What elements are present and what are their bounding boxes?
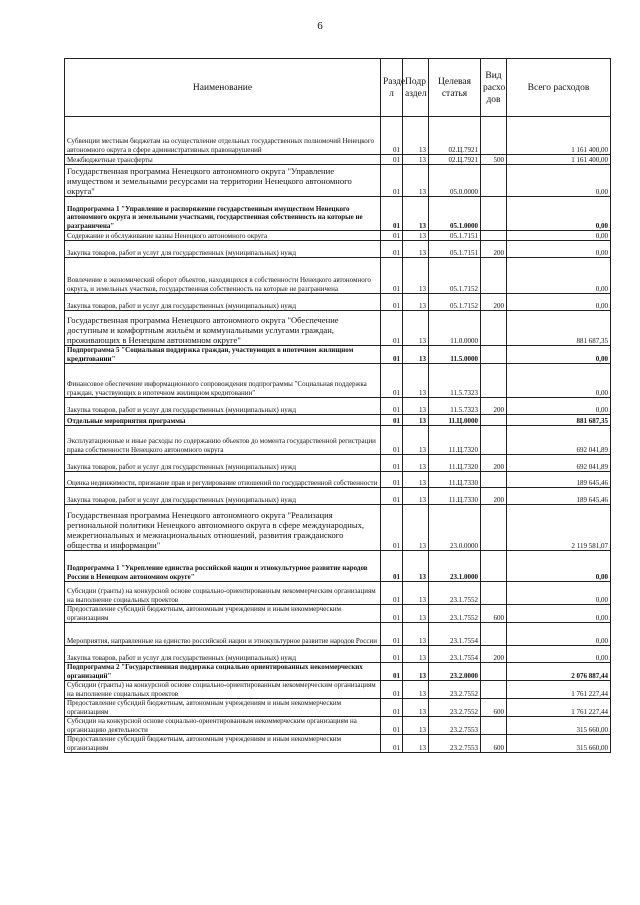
row-name: Закупка товаров, работ и услуг для государственных (муниципальных) нужд — [65, 488, 381, 505]
row-article: 11.0.0000 — [429, 311, 481, 346]
table-row — [65, 398, 611, 415]
row-total: 881 687,35 — [507, 311, 611, 346]
row-article: 11.5.7323 — [429, 398, 481, 415]
row-section: 01 — [381, 415, 403, 426]
row-name: Субсидии (гранты) на конкурсной основе социально-ориентированным некоммерческим организациям на выполнение социальных проектов — [65, 681, 381, 699]
row-name: Эксплуатационные и иные расходы по содержанию объектов до момента государственной регистрации права собственности Ненецкого автономного округа — [65, 426, 381, 455]
row-subsection: 13 — [403, 605, 429, 623]
row-type — [481, 582, 507, 605]
row-subsection: 13 — [403, 623, 429, 646]
row-subsection: 13 — [403, 398, 429, 415]
row-article: 05.1.7151 — [429, 231, 481, 241]
row-section: 01 — [381, 699, 403, 717]
row-total: 0,00 — [507, 165, 611, 197]
row-article: 05.1.0000 — [429, 197, 481, 231]
row-subsection: 13 — [403, 294, 429, 311]
row-type: 200 — [481, 294, 507, 311]
row-subsection: 13 — [403, 231, 429, 241]
row-section: 01 — [381, 472, 403, 488]
row-subsection: 13 — [403, 415, 429, 426]
table-row — [65, 155, 611, 165]
row-type — [481, 165, 507, 197]
row-section: 01 — [381, 663, 403, 681]
row-section: 01 — [381, 455, 403, 472]
table-row — [65, 623, 611, 646]
table-row — [65, 346, 611, 364]
row-type — [481, 364, 507, 398]
row-article: 02.Ц.7921 — [429, 117, 481, 155]
table-row — [65, 258, 611, 294]
row-article: 11.Ц.7320 — [429, 426, 481, 455]
row-name: Закупка товаров, работ и услуг для государственных (муниципальных) нужд — [65, 646, 381, 663]
row-name: Государственная программа Ненецкого автономного округа "Обеспечение доступным и комфортным жильём и коммунальными услугами граждан, проживающих в Ненецком автономном округе" — [65, 311, 381, 346]
row-subsection: 13 — [403, 258, 429, 294]
row-name: Финансовое обеспечение информационного сопровождения подпрограммы "Социальная поддержка граждан, участвующих в ипотечном жилищном кредитовании" — [65, 364, 381, 398]
row-subsection: 13 — [403, 488, 429, 505]
row-name: Подпрограмма 1 "Укрепление единства российской нации и этнокультурное развитие народов России в Ненецком автономном округе" — [65, 551, 381, 582]
table-row — [65, 505, 611, 551]
row-type — [481, 551, 507, 582]
table-row — [65, 699, 611, 717]
row-subsection: 13 — [403, 155, 429, 165]
row-total: 0,00 — [507, 605, 611, 623]
row-total: 0,00 — [507, 294, 611, 311]
table-row — [65, 551, 611, 582]
row-type: 200 — [481, 455, 507, 472]
row-total: 0,00 — [507, 241, 611, 258]
row-type — [481, 663, 507, 681]
row-type — [481, 717, 507, 735]
table-row — [65, 197, 611, 231]
row-section: 01 — [381, 197, 403, 231]
row-article: 05.1.7152 — [429, 294, 481, 311]
row-subsection: 13 — [403, 165, 429, 197]
row-article: 23.1.7554 — [429, 646, 481, 663]
table-row — [65, 681, 611, 699]
row-name: Закупка товаров, работ и услуг для государственных (муниципальных) нужд — [65, 398, 381, 415]
table-row — [65, 488, 611, 505]
row-type — [481, 311, 507, 346]
row-total: 0,00 — [507, 623, 611, 646]
row-article: 23.2.7552 — [429, 699, 481, 717]
table-row — [65, 663, 611, 681]
header-type: Вид расхо дов — [481, 59, 507, 117]
table-row — [65, 165, 611, 197]
row-subsection: 13 — [403, 426, 429, 455]
row-subsection: 13 — [403, 505, 429, 551]
row-subsection: 13 — [403, 646, 429, 663]
row-subsection: 13 — [403, 472, 429, 488]
header-section: Разде л — [381, 59, 403, 117]
row-article: 11.Ц.7330 — [429, 472, 481, 488]
table-row — [65, 735, 611, 753]
row-total: 692 041,89 — [507, 426, 611, 455]
row-section: 01 — [381, 398, 403, 415]
row-total: 692 041,89 — [507, 455, 611, 472]
row-total: 0,00 — [507, 364, 611, 398]
row-total: 0,00 — [507, 398, 611, 415]
page-number: 6 — [317, 20, 323, 32]
row-article: 23.2.7553 — [429, 735, 481, 753]
row-type: 200 — [481, 646, 507, 663]
row-article: 11.Ц.7330 — [429, 488, 481, 505]
row-article: 02.Ц.7921 — [429, 155, 481, 165]
row-type — [481, 117, 507, 155]
row-article: 11.5.7323 — [429, 364, 481, 398]
row-article: 23.0.0000 — [429, 505, 481, 551]
row-name: Оценка недвижимости, признание прав и регулирование отношений по государственной собственности — [65, 472, 381, 488]
row-section: 01 — [381, 311, 403, 346]
row-subsection: 13 — [403, 346, 429, 364]
row-name: Субвенции местным бюджетам на осуществление отдельных государственных полномочий Ненецкого автономного округа в сфере административных правонарушений — [65, 117, 381, 155]
row-subsection: 13 — [403, 311, 429, 346]
row-name: Государственная программа Ненецкого автономного округа "Реализация региональной политики Ненецкого автономного округа в сфере международных, межрегиональных и межнациональных отношений, развития гражданского общества и информации" — [65, 505, 381, 551]
row-name: Содержание и обслуживание казны Ненецкого автономного округа — [65, 231, 381, 241]
row-article: 11.5.0000 — [429, 346, 481, 364]
table-row — [65, 582, 611, 605]
row-total: 0,00 — [507, 258, 611, 294]
row-total: 1 161 400,00 — [507, 117, 611, 155]
row-article: 05.1.7151 — [429, 241, 481, 258]
row-total: 0,00 — [507, 231, 611, 241]
row-type — [481, 426, 507, 455]
row-type: 600 — [481, 605, 507, 623]
row-article: 05.1.7152 — [429, 258, 481, 294]
row-article: 23.1.7552 — [429, 605, 481, 623]
row-name: Мероприятия, направленные на единство российской нации и этнокультурное развитие народов России — [65, 623, 381, 646]
row-total: 1 761 227,44 — [507, 699, 611, 717]
row-section: 01 — [381, 717, 403, 735]
table-row — [65, 605, 611, 623]
row-section: 01 — [381, 488, 403, 505]
row-name: Подпрограмма 2 "Государственная поддержка социально ориентированных некоммерческих организаций" — [65, 663, 381, 681]
row-name: Межбюджетные трансферты — [65, 155, 381, 165]
row-article: 11.Ц.7320 — [429, 455, 481, 472]
table-row — [65, 117, 611, 155]
row-name: Предоставление субсидий бюджетным, автономным учреждениям и иным некоммерческим организациям — [65, 735, 381, 753]
row-subsection: 13 — [403, 241, 429, 258]
row-section: 01 — [381, 294, 403, 311]
row-name: Подпрограмма 5 "Социальная поддержка граждан, участвующих в ипотечном жилищном кредитовании" — [65, 346, 381, 364]
header-subsection: Подр аздел — [403, 59, 429, 117]
table-row — [65, 646, 611, 663]
row-type: 600 — [481, 735, 507, 753]
row-subsection: 13 — [403, 582, 429, 605]
row-section: 01 — [381, 117, 403, 155]
row-section: 01 — [381, 241, 403, 258]
table-row — [65, 294, 611, 311]
row-type — [481, 197, 507, 231]
row-type: 200 — [481, 398, 507, 415]
row-section: 01 — [381, 165, 403, 197]
row-type — [481, 681, 507, 699]
row-total: 0,00 — [507, 582, 611, 605]
row-section: 01 — [381, 551, 403, 582]
row-subsection: 13 — [403, 455, 429, 472]
row-name: Вовлечение в экономический оборот объектов, находящихся в собственности Ненецкого автономного округа, и земельных участков, государственная собственность на которые не разграничена — [65, 258, 381, 294]
table-row — [65, 472, 611, 488]
row-subsection: 13 — [403, 117, 429, 155]
row-section: 01 — [381, 426, 403, 455]
row-article: 23.1.0000 — [429, 551, 481, 582]
table-row — [65, 311, 611, 346]
row-type — [481, 346, 507, 364]
row-section: 01 — [381, 646, 403, 663]
budget-table — [64, 58, 611, 753]
row-subsection: 13 — [403, 681, 429, 699]
table-row — [65, 364, 611, 398]
row-type: 200 — [481, 488, 507, 505]
row-total: 189 645,46 — [507, 472, 611, 488]
row-section: 01 — [381, 623, 403, 646]
row-name: Государственная программа Ненецкого автономного округа "Управление имуществом и земельными ресурсами на территории Ненецкого автономного округа" — [65, 165, 381, 197]
row-section: 01 — [381, 735, 403, 753]
row-section: 01 — [381, 505, 403, 551]
row-section: 01 — [381, 346, 403, 364]
row-section: 01 — [381, 155, 403, 165]
row-article: 05.0.0000 — [429, 165, 481, 197]
table-row — [65, 717, 611, 735]
row-subsection: 13 — [403, 699, 429, 717]
row-type: 500 — [481, 155, 507, 165]
table-row — [65, 415, 611, 426]
row-name: Закупка товаров, работ и услуг для государственных (муниципальных) нужд — [65, 455, 381, 472]
row-type — [481, 415, 507, 426]
row-type: 200 — [481, 241, 507, 258]
row-name: Субсидии (гранты) на конкурсной основе социально-ориентированным некоммерческим организациям на выполнение социальных проектов — [65, 582, 381, 605]
header-article: Целевая статья — [429, 59, 481, 117]
row-total: 315 660,00 — [507, 717, 611, 735]
row-subsection: 13 — [403, 197, 429, 231]
row-section: 01 — [381, 582, 403, 605]
row-section: 01 — [381, 681, 403, 699]
row-total: 0,00 — [507, 551, 611, 582]
row-subsection: 13 — [403, 717, 429, 735]
row-name: Закупка товаров, работ и услуг для государственных (муниципальных) нужд — [65, 294, 381, 311]
row-subsection: 13 — [403, 735, 429, 753]
row-type — [481, 231, 507, 241]
row-type: 600 — [481, 699, 507, 717]
row-name: Закупка товаров, работ и услуг для государственных (муниципальных) нужд — [65, 241, 381, 258]
table-body — [65, 117, 611, 753]
row-subsection: 13 — [403, 663, 429, 681]
table-row — [65, 241, 611, 258]
row-total: 1 161 400,00 — [507, 155, 611, 165]
header-name: Наименование — [65, 59, 381, 117]
row-subsection: 13 — [403, 551, 429, 582]
header-row — [65, 59, 611, 117]
row-total: 0,00 — [507, 346, 611, 364]
row-type — [481, 623, 507, 646]
table-row — [65, 426, 611, 455]
row-total: 1 761 227,44 — [507, 681, 611, 699]
table-row — [65, 231, 611, 241]
row-total: 315 660,00 — [507, 735, 611, 753]
row-name: Отдельные мероприятия программы — [65, 415, 381, 426]
row-type — [481, 258, 507, 294]
row-total: 0,00 — [507, 646, 611, 663]
row-article: 11.Ц.0000 — [429, 415, 481, 426]
row-section: 01 — [381, 231, 403, 241]
row-total: 0,00 — [507, 197, 611, 231]
row-total: 2 119 581,07 — [507, 505, 611, 551]
row-article: 23.2.0000 — [429, 663, 481, 681]
row-article: 23.2.7553 — [429, 717, 481, 735]
table-row — [65, 455, 611, 472]
row-article: 23.1.7554 — [429, 623, 481, 646]
row-name: Субсидии на конкурсной основе социально-ориентированным некоммерческим организациям на организацию деятельности — [65, 717, 381, 735]
row-section: 01 — [381, 605, 403, 623]
row-section: 01 — [381, 258, 403, 294]
row-name: Предоставление субсидий бюджетным, автономным учреждениям и иным некоммерческим организациям — [65, 699, 381, 717]
row-type — [481, 472, 507, 488]
row-subsection: 13 — [403, 364, 429, 398]
row-name: Предоставление субсидий бюджетным, автономным учреждениям и иным некоммерческим организациям — [65, 605, 381, 623]
header-total: Всего расходов — [507, 59, 611, 117]
row-type — [481, 505, 507, 551]
row-name: Подпрограмма 1 "Управление и распоряжение государственным имуществом Ненецкого автономного округа и земельными участками, государственная собственность на которые не разграничена" — [65, 197, 381, 231]
row-article: 23.1.7552 — [429, 582, 481, 605]
row-total: 881 687,35 — [507, 415, 611, 426]
row-section: 01 — [381, 364, 403, 398]
row-total: 189 645,46 — [507, 488, 611, 505]
row-total: 2 076 887,44 — [507, 663, 611, 681]
row-article: 23.2.7552 — [429, 681, 481, 699]
